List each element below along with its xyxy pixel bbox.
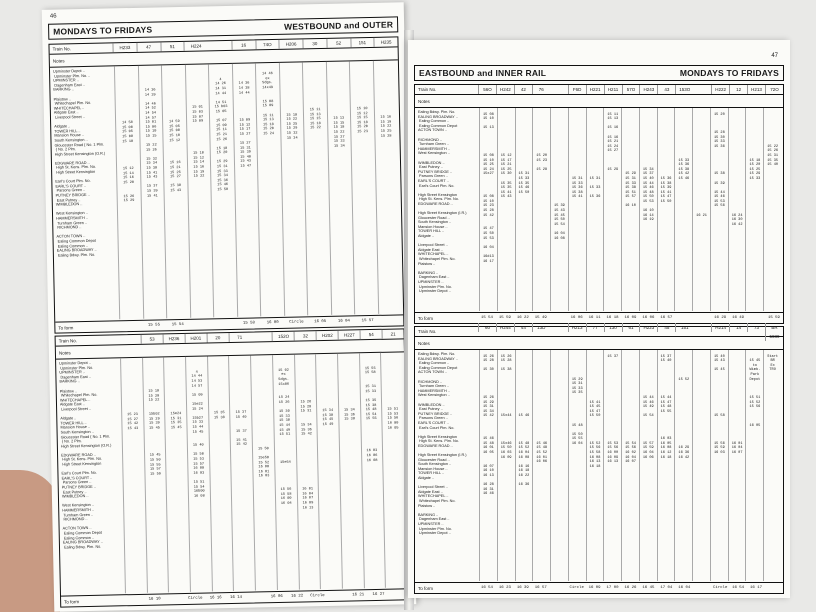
time-column: 15 46 15 48 15 52 16 04 16 08 16 16 16 18 16 22 16 36 (515, 350, 533, 581)
to-form-cell: 16 23 (498, 586, 511, 590)
time-columns (114, 60, 401, 319)
page-number: 46 (49, 13, 57, 20)
train-no-row (415, 85, 783, 95)
train-no-cell: BR 5989 (765, 323, 783, 341)
to-form-cell (693, 316, 711, 320)
time-column: 15 52 16 29 16 36 16 42 (674, 350, 692, 581)
time-column: 4 14 44 14 53 14 57 15 09 15e22 15 24 15b27 15 33 15 44 15 45 15 40 15 50 15 53 15 57 16 00 16 03 15 51 15 54 16b00 16 08 (185, 356, 212, 591)
time-column: 14 46 ex Sdgs. 14x49 15 08 15 09 15 11 15 13 15 18 15 20 15 24 (255, 63, 284, 316)
train-no-cell: 47 (136, 42, 160, 51)
train-no-cell: 76 (532, 85, 550, 94)
train-no-cell: 56O (478, 85, 496, 94)
time-column: 15 45 to Wimb. Park Depot 15 51 15 52 15 56 16 05 (745, 350, 763, 581)
train-no-cell: 72O (765, 85, 783, 94)
to-form-cell: 16 26 (624, 586, 637, 590)
time-column: 15 54 15 56 16 02 16 04 16 07 (621, 350, 639, 581)
train-no-cell: 16 (231, 40, 255, 49)
train-no-cell: 71 (228, 333, 250, 342)
to-form-cell (747, 316, 765, 320)
time-columns (479, 350, 781, 581)
notes-row (415, 95, 783, 108)
time-column: 15 31 15 33 15 35 15 46 15 50 (515, 108, 533, 311)
header-right: WESTBOUND and OUTER (283, 19, 394, 32)
train-no-cell: 51 (160, 42, 184, 51)
train-no-cell: 12 (729, 85, 747, 94)
time-column: 15 10 15 12 15 15 15 18 15 20 15 23 (349, 61, 378, 314)
to-form-row (415, 582, 783, 593)
to-form-cell (213, 322, 237, 326)
time-column: 15 41 15 45 15 47 15 50 15 52 15 56 15 58 16 08 16 13 16 18 (586, 350, 604, 581)
to-form-cell: 16 09 (624, 316, 637, 320)
to-form-cell: 15 59 (767, 316, 780, 320)
train-no-cell: 43 (657, 85, 675, 94)
timetable-lower (414, 326, 784, 594)
time-column: 15 20 15 23 15 28 (532, 108, 550, 311)
time-column: 15 12 15 17 15 21 15 25 15 30 15 35 15 35 15 41 15 43 (497, 108, 515, 311)
time-column: 15 26 15 28 15 30 15 26 15 29 15 31 15 34 15 42 15 46 15 48 16 01 16 05 16 07 16 10 16 13 16 28 16 31 16 46 (479, 350, 497, 581)
time-column: 16 01 16 04 16 07 (728, 350, 746, 581)
to-form-cell: 16 10 (148, 597, 161, 602)
time-column: 15 11 15 13 15 15 15 18 15 22 (302, 62, 331, 315)
time-column: 15 20 15 28 15 30 15 33 15 36 15 38 15 39 15 44 15 46 15 53 15 56 (710, 108, 728, 311)
to-form-cell: 16 22 (516, 316, 529, 320)
train-no-cell: 60 (478, 323, 496, 332)
to-form-label: To form (418, 585, 434, 591)
train-no-cell: 52 (326, 38, 350, 47)
time-column: 15e24 15 31 15 35 15 45 (163, 357, 190, 592)
header-left: EASTBOUND and INNER RAIL (419, 68, 547, 78)
time-column: 15 36 15 38 15 39 15 41 15 47 15 50 (657, 108, 675, 311)
train-no-cell: 14 (729, 323, 747, 332)
to-form-label: To form (58, 324, 74, 331)
time-column: Start BR Ex TRO (763, 350, 781, 581)
time-column: 14 58 15 00 15 05 15 08 15 10 15 12 15 14 15 16 15 20 15 26 15 29 (114, 66, 143, 319)
to-form-cell: 16 49 (732, 316, 745, 320)
train-no-cell: 42 (514, 85, 532, 94)
time-column: 15 40 15 43 15 45 15 58 15 56 15 59 16 03 (710, 350, 728, 581)
header-right: MONDAYS TO FRIDAYS (679, 68, 779, 78)
time-column: 15 31 15 33 15 36 (586, 108, 604, 311)
notes-label: Notes (418, 340, 430, 346)
notes-row (415, 337, 783, 350)
header-left: MONDAYS TO FRIDAYS (53, 24, 153, 37)
to-form-cell (693, 586, 711, 590)
train-no-cell: H201 (184, 333, 206, 342)
train-no-cell: 32 (294, 331, 316, 340)
to-form-row (415, 312, 783, 323)
to-form-cell: 15 59 (498, 316, 511, 320)
time-column: 15 08 15 10 15 13 15 08 15 10 15 25 15 24 15x27 15 08 15 10 15 23 15 28 15 42 15 47 15 50 15 53 16 04 16d13 16 17 (479, 108, 497, 311)
train-no-cell: 77 (586, 323, 604, 332)
to-form-cell (380, 318, 404, 322)
to-form-cell: 16 06 (570, 316, 583, 320)
to-form-cell: 16 22 (291, 594, 304, 599)
to-form-cell: 16 29 (714, 316, 727, 320)
notes-label: Notes (52, 57, 65, 64)
time-column: 15 37 15 40 15 37 15 41 15 42 (228, 356, 255, 591)
train-no-cell: 21 (382, 329, 404, 338)
to-form-cell: 16 39 (516, 586, 529, 590)
train-no-cell: 30 (302, 39, 326, 48)
time-column: 15 13 15 15 15 18 15 22 15 27 15 33 15 34 (325, 61, 354, 314)
to-form-cell (190, 322, 214, 326)
train-no-cell: 153O (675, 85, 693, 94)
train-no-cell: 151 (350, 38, 374, 47)
time-columns (120, 352, 407, 593)
time-column: 14 36 14 39 14 46 14 52 14 54 14 57 15 01 15 06 15 10 15 15 15 22 15 26 15 32 15 34 15 38 15 41 15 43 15 37 15 39 15 41 (137, 65, 166, 318)
left-page (42, 2, 417, 611)
time-column: 15 18 15 20 15 25 15 29 15 33 (745, 108, 763, 311)
train-no-cell: H224 (184, 41, 208, 50)
train-no-label: Train No. (52, 46, 71, 52)
time-column: 15 46 15 48 15 52 16 01 16 06 (532, 350, 550, 581)
time-column: 14 59 15 05 15 08 15 10 15 12 15 16 15 21 15 25 15 27 15 38 15 43 (161, 65, 190, 318)
to-form-cell (246, 595, 266, 599)
page-header (414, 65, 784, 81)
train-no-row (415, 324, 783, 339)
to-form-cell (328, 594, 348, 598)
to-form-cell: 16 57 (534, 586, 547, 590)
train-no-cell: H243 (639, 85, 657, 94)
to-form-cell: 16 04 (337, 319, 350, 324)
to-form-cell: 16 18 (606, 316, 619, 320)
train-no-cell: H221 (586, 85, 604, 94)
time-column: 15 11 15 13 15 16 15 16 15 21 15 24 15 27 15 29 (603, 108, 621, 311)
to-form-cell: 16 21 (352, 593, 365, 598)
train-no-cell: 45 (657, 323, 675, 332)
to-form-cell: Circle (712, 586, 728, 590)
train-no-cell: 44 (514, 323, 532, 332)
time-column: 15 34 15 38 15 45 15 49 (315, 354, 342, 589)
time-column: 4 14 26 14 31 14 44 14 51 15 b03 15 05 15 07 15 09 15 11 15 21 15 26 15 18 15 20 15 29 15 31 15 33 15 34 15 36 15 46 15 50 (208, 64, 237, 317)
to-form-cell (765, 586, 783, 590)
train-no-cell: F6D (568, 85, 586, 94)
time-column: 15 34 15 37 15 40 15 44 15 46 15 48 15 50 15 53 16 10 16 14 16 19 (639, 108, 657, 311)
train-no-cell: H227 (338, 330, 360, 339)
train-no-cell: 13D (532, 323, 550, 332)
train-no-cell: 61 (622, 323, 640, 332)
train-no-cell: H214 (711, 323, 729, 332)
timetable-lower (55, 328, 411, 607)
to-form-cell: Circle (188, 596, 203, 601)
train-no-cell: 53 (140, 334, 162, 343)
time-column: 15 35 15 38 (207, 356, 234, 591)
time-column: 15 18 15 20 15 22 15b02 15 29 15 39 15 45 15 45 15 50 15 55 15 57 15 59 (142, 357, 169, 592)
notes-label: Notes (58, 349, 71, 356)
train-no-cell: 54 (360, 330, 382, 339)
time-column: 15 22 15 26 15 31 15 35 15 40 (763, 108, 781, 311)
train-no-cell: H202 (316, 331, 338, 340)
to-form-cell: Circle (310, 594, 325, 599)
to-form-cell: 15 57 (361, 318, 374, 324)
time-column: 16 24 16 30 16 42 (728, 108, 746, 311)
time-column: 15 02 ex Sdgs. 15x06 15 24 15 26 15 30 15 33 15 38 15 44 15 49 15 51 15e54 15 56 15 58 16 00 16 04 (272, 355, 299, 590)
train-no-cell: H211 (604, 85, 622, 94)
to-form-cell: 15 54 (171, 322, 184, 328)
time-column: 15 29 15 31 15 33 15 38 15 51 15 57 16 10 (621, 108, 639, 311)
time-column: 15 37 15 53 15 56 16 00 16 09 16 13 (603, 350, 621, 581)
station-list: Ealing Bdwy. Plm. No. EALING BROADWAY .. Ealing Common .. Ealing Common Depot ACTON TOWN .. RICHMOND .. Turnham Green .. HAMMERSMITH .. West Kensington .. WIMBLEDON .. East Putney .. PUTNEY BRIDGE .. Parsons Green .. EARL'S COURT .. Earl's Court Plm. No. High Street Kensington High St. Kens. Plm. No. EDGWARE ROAD .. High Street Kensington (I.R.) Gloucester Road .. South Kensington .. Mansion House .. TOWER HILL .. Aldgate .. Liverpool Street .. Aldgate East .. WHITECHAPEL .. Whitechapel Plm. No. Plaistow .. BARKING .. Dagenham East .. UPMINSTER .. Upminster Plm. No. Upminster Depot .. (418, 110, 467, 294)
train-no-cell: H235 (374, 37, 398, 46)
train-no-cell: H242 (496, 85, 514, 94)
train-no-cell: H206 (279, 39, 303, 48)
to-form-label: To form (64, 598, 80, 605)
page-number: 47 (771, 53, 778, 59)
time-column: 15 51 15 53 15 56 16 00 16 05 (380, 352, 407, 587)
time-column: 15 31 15 33 15 36 15 38 15 41 (568, 108, 586, 311)
to-form-cell (165, 597, 185, 601)
time-column: 15 50 15e50 15 52 16 00 16 01 16 03 (250, 355, 277, 590)
train-no-cell: 130 (604, 323, 622, 332)
time-column: 15 44 15 46 15 49 15 54 15 57 15 59 16 04 16 06 (639, 350, 657, 581)
to-form-cell: 15 55 (147, 323, 161, 328)
train-no-label: Train No. (58, 338, 78, 344)
time-columns (479, 108, 781, 311)
to-form-cell: 16 17 (750, 586, 763, 590)
to-form-cell: 16 00 (266, 320, 279, 326)
train-no-cell: H223 (639, 323, 657, 332)
station-list: Upminster Depot .. Upminster Plm. No. .. UPMINSTER .. Dagenham East .. BARKING .. Plaistow .. Whitechapel Plm. No. WHITECHAPEL .. Aldgate East .. Liverpool Street .. Aldgate .. TOWER HILL .. Mansion House .. South Kensington .. Gloucester Road { No. 1 Plm. { No. 2 Plm. High Street Kensington (O.R.) EDGWARE ROAD .. High St. Kens. Plm. No. High Street Kensington Earl's Court Plm. No. EARL'S COURT .. Parsons Green .. PUTNEY BRIDGE .. East Putney .. WIMBLEDON .. West Kensington .. HAMMERSMITH .. Turnham Green .. RICHMOND .. ACTON TOWN .. Ealing Common Depot Ealing Common .. EALING BROADWAY .. Ealing Bdwy. Plm. No. (52, 68, 106, 258)
to-form-cell: 16 14 (230, 595, 243, 601)
train-no-cell: 152O (272, 332, 294, 341)
to-form-row (61, 588, 409, 606)
to-form-cell: 15 58 (242, 321, 256, 326)
time-column: 14 36 14 38 14 44 15 09 15 12 15 17 15 27 15 27 15 31 15 39 15 40 15 43 15 47 (231, 63, 260, 316)
time-column: 15 01 15 03 15 07 15 09 15 10 15 12 15 14 15 16 15 19 15 22 (184, 64, 213, 317)
time-column (550, 350, 568, 581)
to-form-cell: 16 45 (642, 586, 655, 590)
timetable-upper (48, 36, 404, 333)
time-column: 15 29 15 31 15 33 15 35 15 48 15 50 15 55 16 04 (568, 350, 586, 581)
train-no-cell: 74O (255, 40, 279, 49)
to-form-cell (118, 324, 142, 328)
to-form-cell: 16 27 (372, 592, 385, 598)
to-form-cell: 16 09 (588, 586, 601, 590)
train-no-cell: H233 (112, 43, 136, 52)
time-column: 16 21 (692, 108, 710, 311)
page-header (48, 13, 398, 39)
time-column (692, 350, 710, 581)
to-form-cell: 16 11 (588, 316, 601, 320)
time-column: 15 23 15 27 15 42 15 43 (120, 358, 147, 593)
to-form-label: To form (418, 315, 434, 321)
to-form-cell: Circle (289, 320, 304, 325)
train-no-cell: H213 (747, 85, 765, 94)
train-no-cell: H222 (711, 85, 729, 94)
time-column: 15 26 15 28 15 31 15 34 15 36 15 42 16 01 16 04 16 07 16 09 16 13 (294, 354, 321, 589)
train-no-cell: 73 (747, 323, 765, 332)
time-column: 15 16 15 19 15 22 15 25 15 28 (372, 60, 401, 313)
train-no-cell: 151 (675, 323, 693, 332)
train-no-label: Train No. (418, 329, 437, 334)
to-form-cell: 16 06 (642, 316, 655, 320)
to-form-cell (550, 586, 568, 590)
time-column: 15 37 15 40 15 44 15 47 15 48 15 55 16 03 16 05 16 08 16 12 16 18 (657, 350, 675, 581)
train-no-cell: 20 (206, 333, 228, 342)
to-form-cell: 16 16 (209, 596, 222, 601)
to-form-cell: 15 54 (480, 316, 493, 320)
right-page (408, 40, 790, 598)
time-column: 15 18 15 22 15 25 15 29 15 32 15 34 (278, 62, 307, 315)
to-form-cell: 16 05 (314, 319, 327, 325)
timetable-upper (414, 84, 784, 324)
to-form-cell (550, 316, 568, 320)
time-column: 15 26 15 28 15 38 15x44 15x46 15 50 16 03 16 09 (497, 350, 515, 581)
train-no-cell: 57O (622, 85, 640, 94)
time-column: 15 39 15 43 15 45 15 50 15 54 16 04 16 08 (550, 108, 568, 311)
station-list: Upminster Depot .. Upminster Plm. No. UPMINSTER .. Dagenham East .. BARKING .. Plaistow .. Whitechapel Plm. No. WHITECHAPEL .. Aldgate East .. Liverpool Street .. Aldgate .. TOWER HILL .. Mansion House .. South Kensington .. Gloucester Road { No. 1 Plm. { No. 2 Plm. High Street Kensington (O.R.) EDGWARE ROAD .. High St. Kens. Plm. No. High Street Kensington Earl's Court Plm. No. EARL'S COURT .. Parsons Green .. PUTNEY BRIDGE .. East Putney .. WIMBLEDON .. West Kensington .. HAMMERSMITH .. Turnham Green .. RICHMOND .. ACTON TOWN .. Ealing Common Depot Ealing Common .. EALING BROADWAY .. Ealing Bdwy. Plm. No. (59, 360, 112, 550)
train-no-cell: H244 (496, 323, 514, 332)
time-column: 15 33 15 36 15 38 15 42 15 46 (674, 108, 692, 311)
notes-label: Notes (418, 98, 430, 104)
to-form-cell: Circle (569, 586, 584, 590)
to-form-cell: 15 49 (534, 316, 547, 320)
to-form-cell (675, 316, 693, 320)
train-no-cell: H236 (162, 334, 184, 343)
time-column: 15 34 15 36 15 38 (337, 353, 364, 588)
time-column: 15 55 15 58 15 31 15 33 15 35 15 38 15 48 15 54 15 55 16 03 16 06 16 08 (359, 353, 386, 588)
to-form-cell: 16 06 (270, 594, 283, 600)
to-form-cell: 16 54 (480, 586, 493, 590)
to-form-cell: 17 00 (606, 586, 619, 590)
to-form-cell: 16 04 (678, 586, 691, 590)
train-no-cell: H213 (568, 323, 586, 332)
station-list: Ealing Bdwy. Plm. No. EALING BROADWAY .. Ealing Common .. Ealing Common Depot ACTON TOWN .. RICHMOND .. Turnham Green .. HAMMERSMITH .. West Kensington .. WIMBLEDON .. East Putney .. PUTNEY BRIDGE .. Parsons Green .. EARL'S COURT .. Earl's Court Plm. No. High Street Kensington High St. Kens. Plm. No. EDGWARE ROAD .. High Street Kensington (I.R.) Gloucester Road .. South Kensington .. Mansion House .. TOWER HILL .. Aldgate .. Liverpool Street .. Aldgate East .. WHITECHAPEL .. Whitechapel Plm. No. Plaistow .. BARKING .. Dagenham East .. UPMINSTER .. Upminster Plm. No. Upminster Depot .. (418, 352, 467, 536)
to-form-cell: 16 57 (660, 316, 673, 320)
to-form-cell (124, 598, 144, 602)
to-form-cell: 16 54 (732, 586, 745, 590)
train-no-label: Train No. (418, 87, 437, 92)
to-form-cell: 17 04 (660, 586, 673, 590)
